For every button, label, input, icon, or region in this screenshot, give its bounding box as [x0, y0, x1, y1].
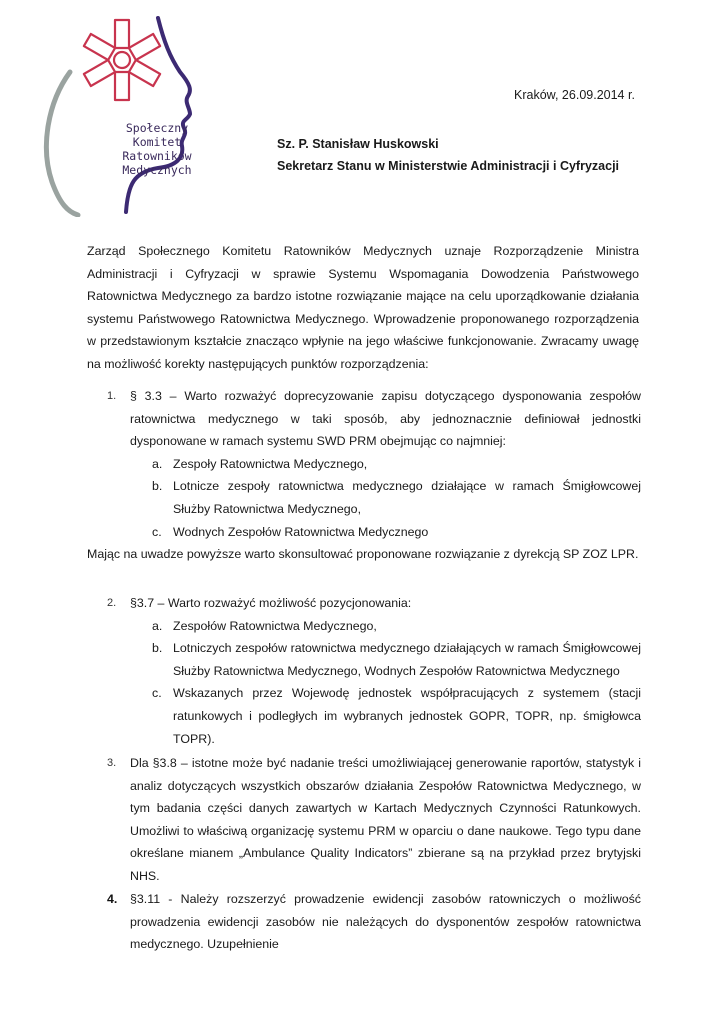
sub-item-text: Wodnych Zespołów Ratownictwa Medycznego: [173, 524, 429, 539]
sub-item: [130, 615, 641, 638]
item-text: § 3.3 – Warto rozważyć doprecyzowanie zapisu dotyczącego dysponowania zespołów ratownictwa medycznego w taki sposób, aby jednoznacznie definiował jednostki dysponowane w ramach systemu SWD PRM obejmując co najmniej:: [130, 389, 641, 449]
logo-line: Medycznych: [122, 163, 192, 177]
list-item-3: [87, 752, 641, 888]
item-number: 3.: [107, 757, 117, 769]
item-number: 2.: [107, 597, 117, 609]
logo-line: Ratowników: [122, 149, 192, 163]
intro-paragraph: Zarząd Społecznego Komitetu Ratowników Medycznych uznaje Rozporządzenie Ministra Administracji i Cyfryzacji w sprawie Systemu Wspomagania Dowodzenia Państwowego Ratownictwa Medycznego za bardzo istotne rozwiązanie mające na celu uporządkowanie działania systemu Państwowego Ratownictwa Medycznego. Wprowadzenie proponowanego rozporządzenia w przedstawionym kształcie znacząco wpłynie na jego właściwe funkcjonowanie. Zwracamy uwagę na możliwość korekty następujących punktów rozporządzenia:: [87, 244, 639, 371]
logo-line: Społeczny: [125, 121, 189, 135]
sub-item-text: Zespołów Ratownictwa Medycznego,: [173, 618, 377, 633]
sub-item-letter: c.: [152, 524, 162, 539]
sub-item: [130, 453, 641, 476]
item-number: 1.: [107, 390, 117, 402]
letter-date: Kraków, 26.09.2014 r.: [514, 88, 635, 102]
recipient-name: Sz. P. Stanisław Huskowski: [277, 137, 439, 151]
sub-item-letter: b.: [152, 641, 163, 656]
item-text: §3.7 – Warto rozważyć możliwość pozycjonowania:: [130, 596, 412, 610]
list-item-1: [87, 385, 641, 543]
list-item-4: [87, 888, 641, 956]
sub-item-text: Wskazanych przez Wojewodę jednostek współpracujących z systemem (stacji ratunkowych i podległych im wybranych jednostek GOPR, TOPR, np. śmigłowca TOPR).: [173, 686, 641, 746]
recipient-title: Sekretarz Stanu w Ministerstwie Administracji i Cyfryzacji: [277, 159, 620, 173]
sub-item: [130, 682, 641, 750]
sub-item-text: Zespoły Ratownictwa Medycznego,: [173, 456, 368, 471]
sub-item-letter: a.: [152, 618, 163, 633]
logo-text: [112, 121, 202, 177]
sub-item: [130, 637, 641, 682]
sub-item-text: Lotnicze zespoły ratownictwa medycznego działające w ramach Śmigłowcowej Służby Ratownictwa Medycznego,: [173, 479, 641, 516]
organization-logo: [30, 12, 200, 217]
sub-item-text: Lotniczych zespołów ratownictwa medycznego działających w ramach Śmigłowcowej Służby Ratownictwa Medycznego, Wodnych Zespołów Ratownictwa Medycznego: [173, 641, 641, 678]
item-number: 4.: [107, 892, 118, 906]
note-paragraph: Mając na uwadze powyższe warto skonsultować proponowane rozwiązanie z dyrekcją SP ZOZ LPR.: [87, 547, 639, 561]
sub-item: [130, 475, 641, 520]
item-text: Dla §3.8 – istotne może być nadanie treści umożliwiającej generowanie raportów, statystyk i analiz dotyczących wszystkich obszarów działania Zespołów Ratownictwa Medycznego, w tym badania części danych zawartych w Kartach Medycznych Czynności Ratunkowych. Umożliwi to właściwą organizację systemu PRM w oparciu o dane naukowe. Tego typu dane określane mianem „Ambulance Quality Indicators” zbierane są na przykład przez brytyjski NHS.: [130, 756, 641, 883]
sub-item-letter: a.: [152, 456, 163, 471]
item-text: §3.11 - Należy rozszerzyć prowadzenie ewidencji zasobów ratowniczych o możliwość prowadzenia ewidencji zasobów nie należących do dysponentów zespołów ratownictwa medycznego. Uzupełnienie: [130, 892, 641, 952]
logo-line: Komitet: [132, 135, 182, 149]
sub-item-letter: b.: [152, 479, 163, 494]
sub-item-letter: c.: [152, 686, 162, 701]
sub-item: [130, 521, 641, 544]
list-item-2: [87, 592, 641, 750]
logo-graphic: [30, 12, 200, 217]
